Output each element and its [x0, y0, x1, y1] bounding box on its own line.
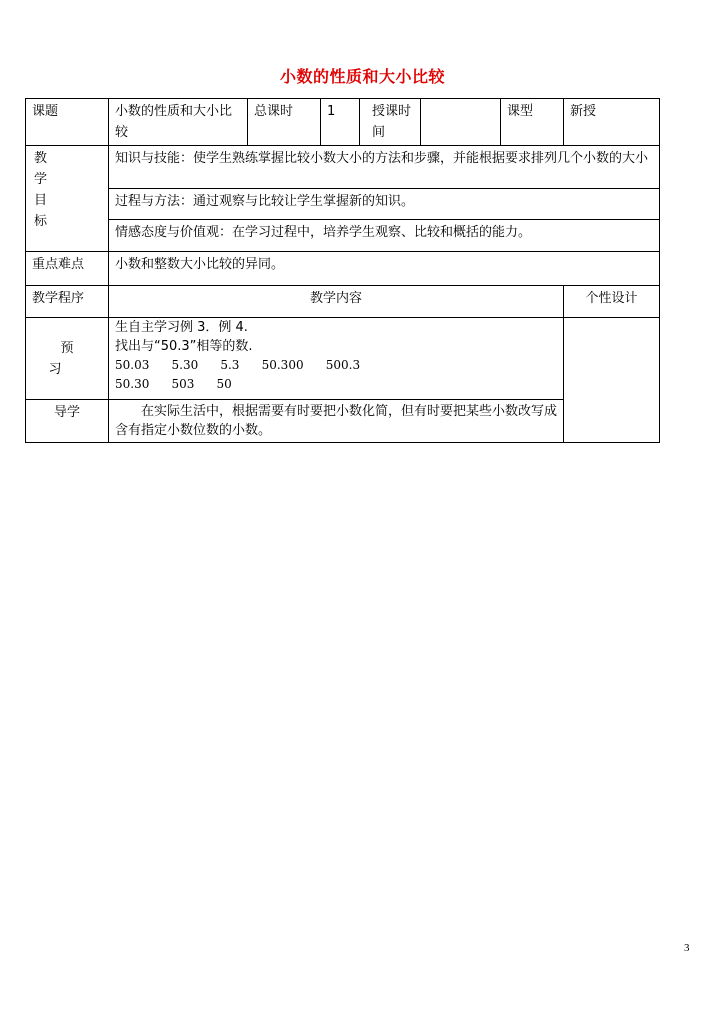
preview-line-2: 找出与“50.3”相等的数. [115, 339, 253, 354]
hours-label: 总课时 [248, 99, 321, 146]
hours-value: 1 [321, 99, 360, 146]
goals-label-char: 教 [34, 151, 48, 166]
personal-header: 个性设计 [564, 286, 660, 318]
number-row-1 [115, 356, 557, 375]
goal-process: 过程与方法：通过观察与比较让学生掌握新的知识。 [109, 189, 660, 220]
key-points-row [26, 252, 660, 286]
number-item: 50 [216, 377, 232, 391]
goals-row-process [26, 189, 660, 220]
number-row-2 [115, 375, 557, 394]
lesson-plan-table [25, 98, 660, 443]
number-item: 5.3 [220, 358, 240, 372]
goal-emotion: 情感态度与价值观：在学习过程中，培养学生观察、比较和概括的能力。 [109, 220, 660, 252]
preview-content [109, 318, 564, 400]
number-item: 50.300 [261, 358, 304, 372]
course-value: 小数的性质和大小比较 [109, 99, 248, 146]
header-row [26, 99, 660, 146]
time-value [421, 99, 501, 146]
number-item: 500.3 [325, 358, 361, 372]
course-label: 课题 [26, 99, 109, 146]
goals-label-char: 学 [34, 172, 48, 187]
guide-text: 在实际生活中，根据需要有时要把小数化简，但有时要把某些小数改写成含有指定小数位数的小数。 [109, 400, 564, 443]
goal-knowledge: 知识与技能：使学生熟练掌握比较小数大小的方法和步骤，并能根据要求排列几个小数的大小 [109, 146, 660, 189]
preview-row [26, 318, 660, 400]
number-item: 50.03 [115, 358, 150, 372]
goals-row-knowledge [26, 146, 660, 189]
key-points-label: 重点难点 [26, 252, 109, 286]
type-value: 新授 [564, 99, 660, 146]
goals-label-char: 标 [34, 214, 48, 229]
content-header: 教学内容 [109, 286, 564, 318]
goals-row-emotion [26, 220, 660, 252]
number-item: 5.30 [171, 358, 199, 372]
goals-label-char: 目 [34, 193, 48, 208]
preview-label-line: 预 [60, 340, 74, 356]
key-points-value: 小数和整数大小比较的异同。 [109, 252, 660, 286]
page-number: 3 [684, 942, 690, 954]
goals-label [26, 146, 109, 252]
page-title: 小数的性质和大小比较 [279, 67, 445, 86]
program-header: 教学程序 [26, 286, 109, 318]
number-item: 50.30 [115, 377, 150, 391]
guide-label: 导学 [26, 400, 109, 443]
preview-label-line: 习 [48, 361, 62, 377]
type-label: 课型 [501, 99, 564, 146]
procedure-header-row [26, 286, 660, 318]
personal-design-cell [564, 318, 660, 443]
preview-line-1: 生自主学习例 3．例 4. [115, 320, 248, 335]
preview-label [26, 318, 109, 400]
time-label: 授课时间 [360, 99, 421, 146]
number-item: 503 [171, 377, 195, 391]
